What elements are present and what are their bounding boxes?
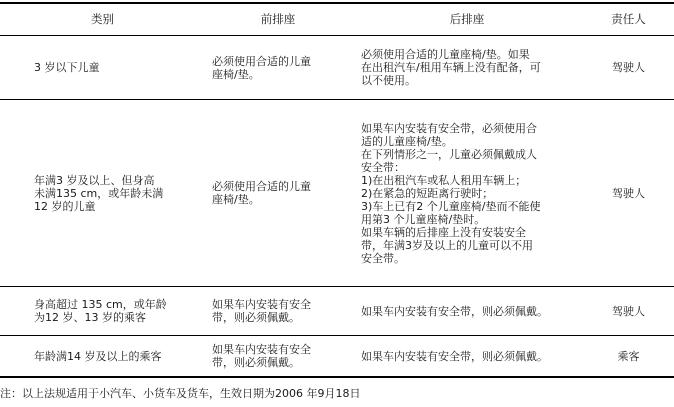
row-2-category-text: 年满3 岁及以上、但身高 未满135 cm，或年龄未满 12 岁的儿童 (34, 173, 164, 213)
row-3-responsible-text: 驾驶人 (612, 304, 645, 318)
row-4-category-text: 年龄满14 岁及以上的乘客 (34, 349, 162, 363)
row-3-rear-text: 如果车内安装有安全带，则必须佩戴。 (361, 304, 548, 318)
row-4-responsible (583, 336, 674, 376)
row-1-responsible (583, 36, 674, 99)
header-rear-seat-label: 后排座 (449, 12, 485, 26)
row-4-category (34, 336, 204, 376)
row-2-front-text: 必须使用合适的儿童 座椅/垫。 (212, 180, 311, 206)
header-responsible (583, 4, 674, 35)
row-1-front (212, 36, 352, 99)
header-category-label: 类别 (91, 12, 114, 26)
row-3-rear (361, 287, 583, 335)
row-4-rear-text: 如果车内安装有安全带，则必须佩戴。 (361, 349, 548, 363)
row-2-rear (361, 100, 583, 286)
header-front-seat (205, 4, 351, 35)
row-2-responsible-text: 驾驶人 (612, 186, 645, 200)
row-4-responsible-text: 乘客 (617, 349, 640, 363)
row-3-front-text: 如果车内安装有安全 带，则必须佩戴。 (212, 298, 311, 324)
row-4-front (212, 336, 352, 376)
row-3-responsible (583, 287, 674, 335)
row-1-rear-text: 必须使用合适的儿童座椅/垫。如果 在出租汽车/租用车辆上没有配备，可 以不使用。 (361, 48, 541, 87)
header-front-seat-label: 前排座 (260, 12, 296, 26)
row-2-category (34, 100, 204, 286)
row-1-category-text: 3 岁以下儿童 (34, 61, 100, 74)
row-4-rear (361, 336, 583, 376)
row-2-front (212, 100, 352, 286)
row-2-responsible (583, 100, 674, 286)
row-1-category (34, 36, 202, 99)
header-category (0, 4, 205, 35)
row-1-responsible-text: 驾驶人 (612, 61, 645, 74)
row-3-category-text: 身高超过 135 cm，或年龄 为12 岁、13 岁的乘客 (34, 298, 167, 324)
row-3-category (34, 287, 204, 335)
row-4-front-text: 如果车内安装有安全 带，则必须佩戴。 (212, 343, 311, 369)
header-responsible-label: 责任人 (611, 12, 646, 26)
row-1-rear (361, 36, 583, 99)
row-2-rear-text: 如果车内安装有安全带，必须使用合 适的儿童座椅/垫。 在下列情形之一，儿童必须佩戴成人 安全带： 1)在出租汽车或私人租用车辆上； 2)在紧急的短距离行驶时； 3)车上已有2 个儿童座椅/垫而不能使 用第3 个儿童座椅/垫时。 如果车辆的后排座上没有安装安全 带，年满3岁及以上的儿童可以不用 安全带。 (361, 121, 541, 265)
row-1-front-text: 必须使用合适的儿童 座椅/垫。 (212, 54, 311, 81)
header-rear-seat (351, 4, 583, 35)
row-3-front (212, 287, 352, 335)
table-footnote: 注：以上法规适用于小汽车、小货车及货车，生效日期为2006 年9月18日 (0, 387, 361, 400)
table-bottom-rule (0, 376, 674, 378)
